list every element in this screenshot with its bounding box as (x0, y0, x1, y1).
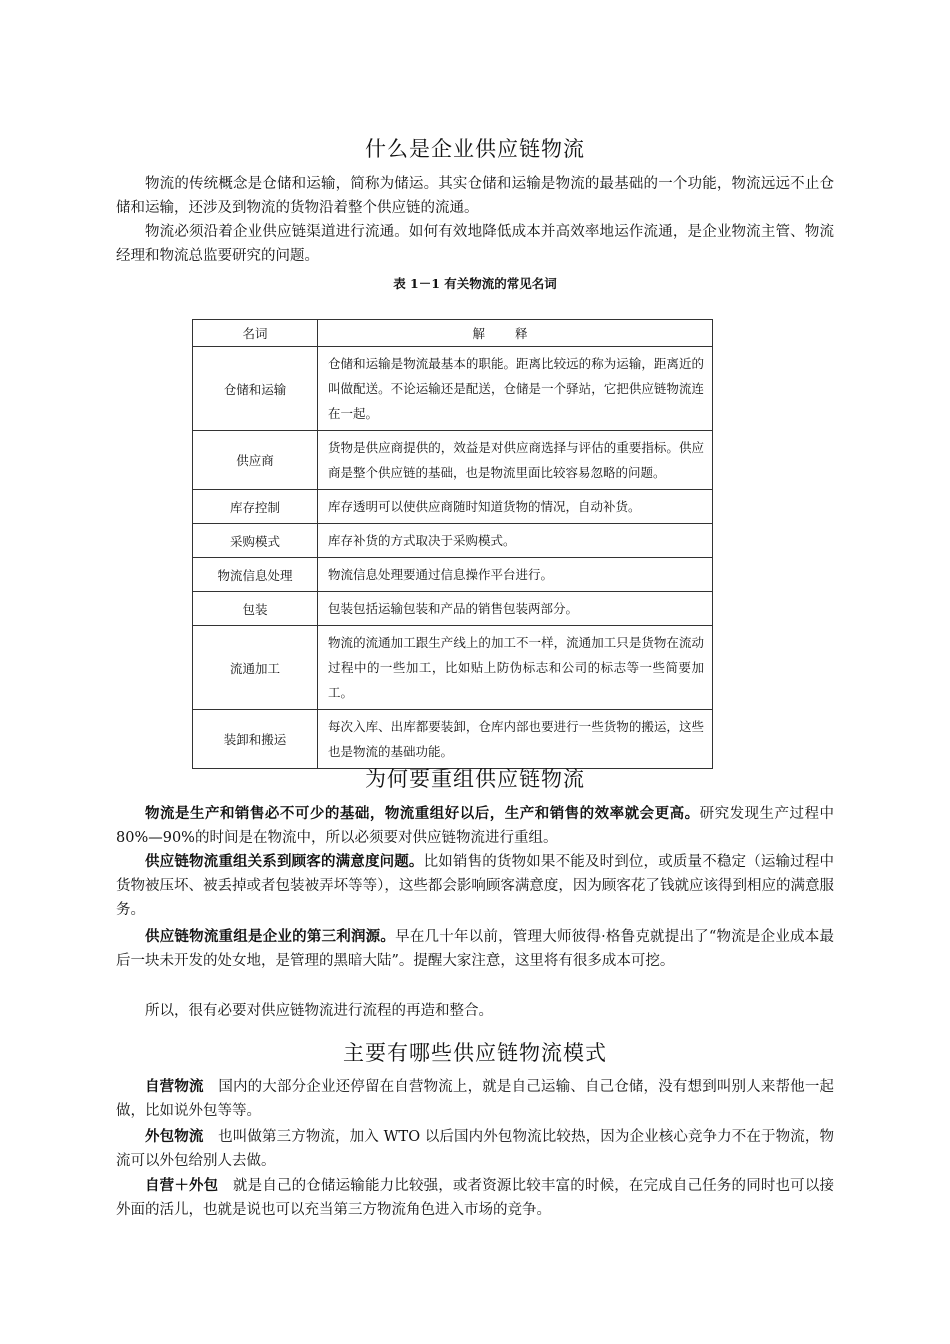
section2-title: 为何要重组供应链物流 (365, 767, 585, 791)
section3-paragraph-1: 自营物流 国内的大部分企业还停留在自营物流上，就是自己运输、自己仓储，没有想到叫别人来帮他一起做，比如说外包等等。 (116, 1078, 835, 1119)
section2-paragraph-4: 所以，很有必要对供应链物流进行流程的再造和整合。 (145, 1003, 493, 1019)
term-desc: 每次入库、出库都要装卸，仓库内部也要进行一些货物的搬运，这些也是物流的基础功能。 (318, 710, 713, 769)
section2-paragraph-3: 供应链物流重组是企业的第三利润源。早在几十年以前，管理大师彼得·格鲁克就提出了“物流是企业成本最后一块未开发的处女地，是管理的黑暗大陆”。提醒大家注意，这里将有很多成本可挖。 (116, 928, 834, 969)
term-name: 供应商 (193, 431, 318, 490)
section1-title: 什么是企业供应链物流 (365, 137, 585, 161)
table-row (193, 347, 713, 431)
term-desc: 物流信息处理要通过信息操作平台进行。 (318, 558, 713, 592)
section1-paragraph-2: 物流必须沿着企业供应链渠道进行流通。如何有效地降低成本并高效率地运作流通，是企业物流主管、物流经理和物流总监要研究的问题。 (116, 224, 834, 264)
term-name: 仓储和运输 (193, 347, 318, 431)
term-desc: 包装包括运输包装和产品的销售包装两部分。 (318, 592, 713, 626)
term-name: 装卸和搬运 (193, 710, 318, 769)
section1-paragraph-1: 物流的传统概念是仓储和运输，简称为储运。其实仓储和运输是物流的最基础的一个功能，物流远远不止仓储和运输，还涉及到物流的货物沿着整个供应链的流通。 (116, 176, 834, 216)
table-row (193, 524, 713, 558)
term-desc: 货物是供应商提供的，效益是对供应商选择与评估的重要指标。供应商是整个供应链的基础，也是物流里面比较容易忽略的问题。 (318, 431, 713, 490)
term-name: 包装 (193, 592, 318, 626)
table-row (193, 710, 713, 769)
section3-title: 主要有哪些供应链物流模式 (343, 1041, 607, 1065)
section3-paragraph-3: 自营＋外包 就是自己的仓储运输能力比较强，或者资源比较丰富的时候，在完成自己任务的同时也可以接外面的活儿，也就是说也可以充当第三方物流角色进入市场的竞争。 (116, 1177, 835, 1218)
section3-paragraph-2: 外包物流 也叫做第三方物流，加入 WTO 以后国内外包物流比较热，因为企业核心竞争力不在于物流，物流可以外包给别人去做。 (116, 1128, 835, 1169)
term-desc: 仓储和运输是物流最基本的职能。距离比较远的称为运输，距离近的叫做配送。不论运输还是配送，仓储是一个驿站，它把供应链物流连在一起。 (318, 347, 713, 431)
table-row (193, 592, 713, 626)
section2-paragraph-1: 物流是生产和销售必不可少的基础，物流重组好以后，生产和销售的效率就会更高。研究发现生产过程中 80%—90%的时间是在物流中，所以必须要对供应链物流进行重组。 (116, 805, 835, 846)
term-name: 物流信息处理 (193, 558, 318, 592)
table-caption: 表 1－1 有关物流的常见名词 (393, 276, 557, 291)
term-desc: 库存透明可以使供应商随时知道货物的情况，自动补货。 (318, 490, 713, 524)
table-row (193, 626, 713, 710)
term-name: 采购模式 (193, 524, 318, 558)
table-header-row (193, 320, 713, 347)
term-desc: 库存补货的方式取决于采购模式。 (318, 524, 713, 558)
table-row (193, 490, 713, 524)
header-desc: 解释 (318, 320, 713, 347)
term-desc: 物流的流通加工跟生产线上的加工不一样，流通加工只是货物在流动过程中的一些加工，比如贴上防伪标志和公司的标志等一些简要加工。 (318, 626, 713, 710)
header-name: 名词 (193, 320, 318, 347)
table-row (193, 431, 713, 490)
section2-paragraph-2: 供应链物流重组关系到顾客的满意度问题。比如销售的货物如果不能及时到位，或质量不稳定（运输过程中货物被压坏、被丢掉或者包装被弄坏等等），这些都会影响顾客满意度，因为顾客花了钱就应该得到相应的满意服务。 (116, 853, 835, 918)
term-name: 流通加工 (193, 626, 318, 710)
terms-table (192, 319, 713, 769)
term-name: 库存控制 (193, 490, 318, 524)
table-row (193, 558, 713, 592)
